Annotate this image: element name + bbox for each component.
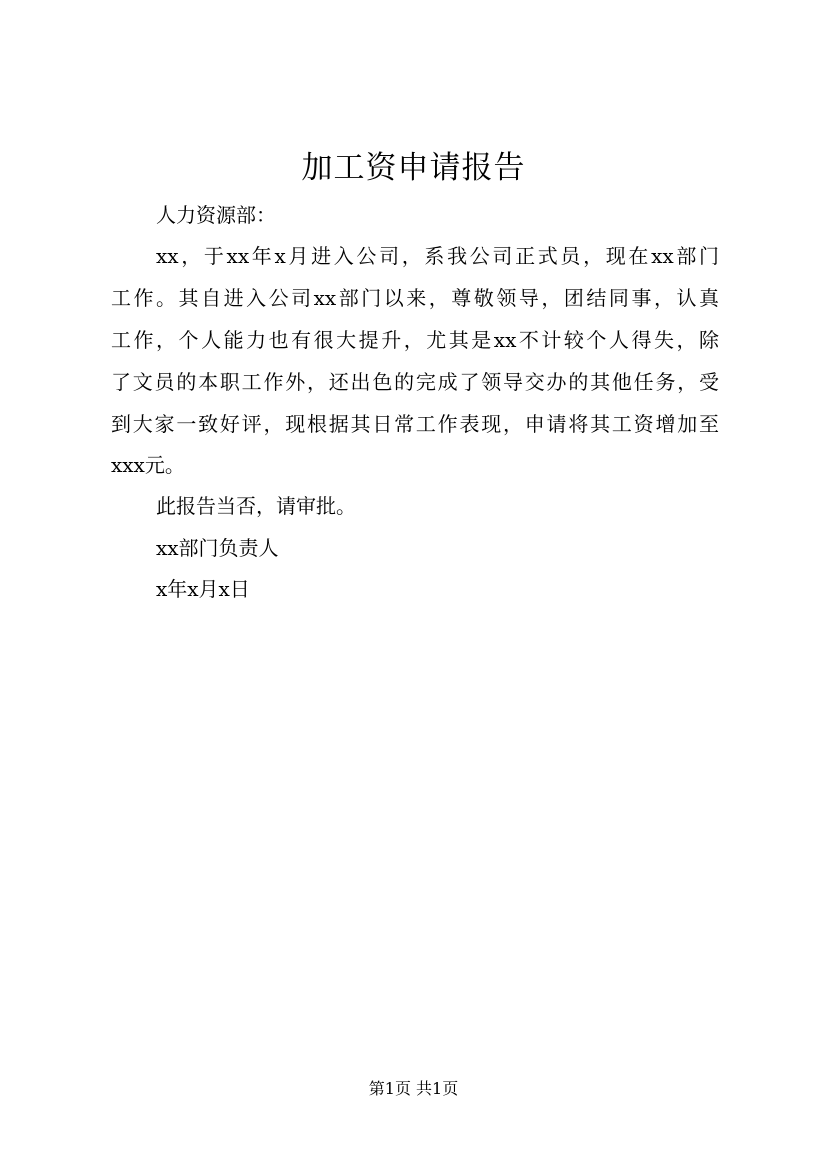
body-line-4: 了文员的本职工作外，还出色的完成了领导交办的其他任务，受 bbox=[111, 370, 719, 394]
body-line-1: xx，于xx年x月进入公司，系我公司正式员，现在xx部门 bbox=[156, 244, 719, 268]
salutation: 人力资源部： bbox=[156, 203, 276, 227]
signature-line: xx部门负责人 bbox=[156, 536, 279, 560]
page-footer: 第1页 共1页 bbox=[368, 1079, 459, 1098]
body-line-2: 工作。其自进入公司xx部门以来，尊敬领导，团结同事，认真 bbox=[111, 286, 719, 310]
body-line-6: xxx元。 bbox=[111, 453, 185, 477]
body-line-3: 工作，个人能力也有很大提升，尤其是xx不计较个人得失，除 bbox=[111, 328, 719, 352]
document-title: 加工资申请报告 bbox=[301, 150, 526, 186]
date-line: x年x月x日 bbox=[156, 577, 250, 601]
closing-line: 此报告当否，请审批。 bbox=[156, 494, 356, 518]
body-line-5: 到大家一致好评，现根据其日常工作表现，申请将其工资增加至 bbox=[111, 412, 719, 436]
